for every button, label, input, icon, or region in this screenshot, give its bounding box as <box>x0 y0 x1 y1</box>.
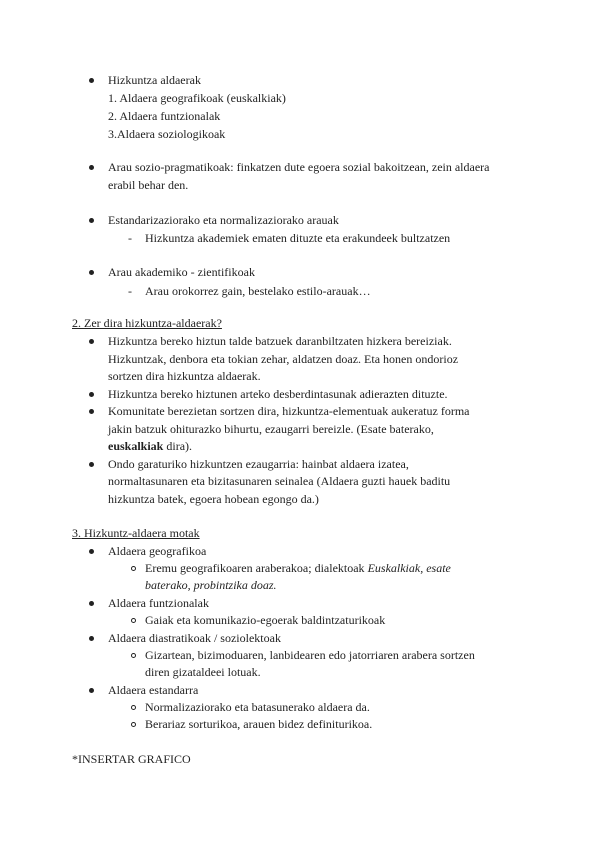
list-item-label: jakin batzuk ohiturazko bihurtu, ezaugarri bereizle. (Esate baterako, <box>108 422 434 436</box>
sub-item: 1. Aldaera geografikoak (euskalkiak) <box>108 91 286 105</box>
hollow-bullet <box>131 653 136 658</box>
sub-item <box>145 561 451 576</box>
text-run: dira). <box>163 439 193 453</box>
footer-note: *INSERTAR GRAFICO <box>72 752 191 766</box>
bold-term: euskalkiak <box>108 439 164 453</box>
list-item-label: Aldaera estandarra <box>108 683 199 697</box>
hollow-bullet <box>131 618 136 623</box>
section-heading: 2. Zer dira hizkuntza-aldaerak? <box>72 316 222 330</box>
list-item-label: Arau akademiko - zientifikoak <box>108 265 255 279</box>
list-item-label: Arau sozio-pragmatikoak: finkatzen dute egoera sozial bakoitzean, zein aldaera <box>108 160 490 174</box>
sub-item: Gaiak eta komunikazio-egoerak baldintzaturikoak <box>145 613 386 627</box>
bullet <box>89 218 94 223</box>
sub-item: 3.Aldaera soziologikoak <box>108 127 226 141</box>
sub-item: diren gizataldeei lotuak. <box>145 665 261 679</box>
sub-item: Arau orokorrez gain, bestelako estilo-arauak… <box>145 284 371 298</box>
list-item-label: Aldaera geografikoa <box>108 544 207 558</box>
sub-item: Gizartean, bizimoduaren, lanbidearen edo jatorriaren arabera sortzen <box>145 648 475 662</box>
bullet <box>89 165 94 170</box>
hollow-bullet <box>131 705 136 710</box>
list-item-label: Aldaera diastratikoak / soziolektoak <box>108 631 281 645</box>
list-item-label <box>108 439 192 454</box>
bullet <box>89 270 94 275</box>
list-item-label: Hizkuntza bereko hiztunen arteko desberdintasunak adierazten dituzte. <box>108 387 448 401</box>
hollow-bullet <box>131 566 136 571</box>
list-item-label: Ondo garaturiko hizkuntzen ezaugarria: hainbat aldaera izatea, <box>108 457 409 471</box>
bullet <box>89 339 94 344</box>
bullet <box>89 78 94 83</box>
list-item-label: Komunitate berezietan sortzen dira, hizkuntza-elementuak aukeratuz forma <box>108 404 470 418</box>
list-item-label: sortzen dira hizkuntza aldaerak. <box>108 369 261 383</box>
sub-item: Hizkuntza akademiek ematen dituzte eta erakundeek bultzatzen <box>145 231 451 245</box>
sub-item: baterako, probintzika doaz. <box>145 578 277 592</box>
hollow-bullet <box>131 722 136 727</box>
list-item-label: Estandarizaziorako eta normalizaziorako arauak <box>108 213 339 227</box>
section-heading: 3. Hizkuntz-aldaera motak <box>72 526 200 540</box>
sub-item: Normalizaziorako eta batasunerako aldaera da. <box>145 700 370 714</box>
text-run: Eremu geografikoaren araberakoa; dialektoak <box>145 561 368 575</box>
bullet <box>89 409 94 414</box>
dash-marker: - <box>128 284 132 298</box>
list-item-label: Hizkuntza bereko hiztun talde batzuek daranbiltzaten hizkera bereiziak. <box>108 334 452 348</box>
list-item-label: Aldaera funtzionalak <box>108 596 209 610</box>
dash-marker: - <box>128 231 132 245</box>
list-item-label: normaltasunaren eta bizitasunaren seinalea (Aldaera guzti hauek baditu <box>108 474 451 488</box>
bullet <box>89 392 94 397</box>
bullet <box>89 601 94 606</box>
bullet <box>89 549 94 554</box>
list-item-label: hizkuntza batek, egoera hobean egongo da.) <box>108 492 319 506</box>
italic-term: Euskalkiak, esate <box>367 561 451 575</box>
list-item-label: Hizkuntza aldaerak <box>108 73 201 87</box>
sub-item: 2. Aldaera funtzionalak <box>108 109 221 123</box>
list-item-label: erabil behar den. <box>108 178 189 192</box>
bullet <box>89 688 94 693</box>
sub-item: Berariaz sorturikoa, arauen bidez definiturikoa. <box>145 717 373 731</box>
bullet <box>89 636 94 641</box>
bullet <box>89 462 94 467</box>
list-item-label: Hizkuntzak, denbora eta tokian zehar, aldatzen doaz. Eta honen ondorioz <box>108 352 459 366</box>
